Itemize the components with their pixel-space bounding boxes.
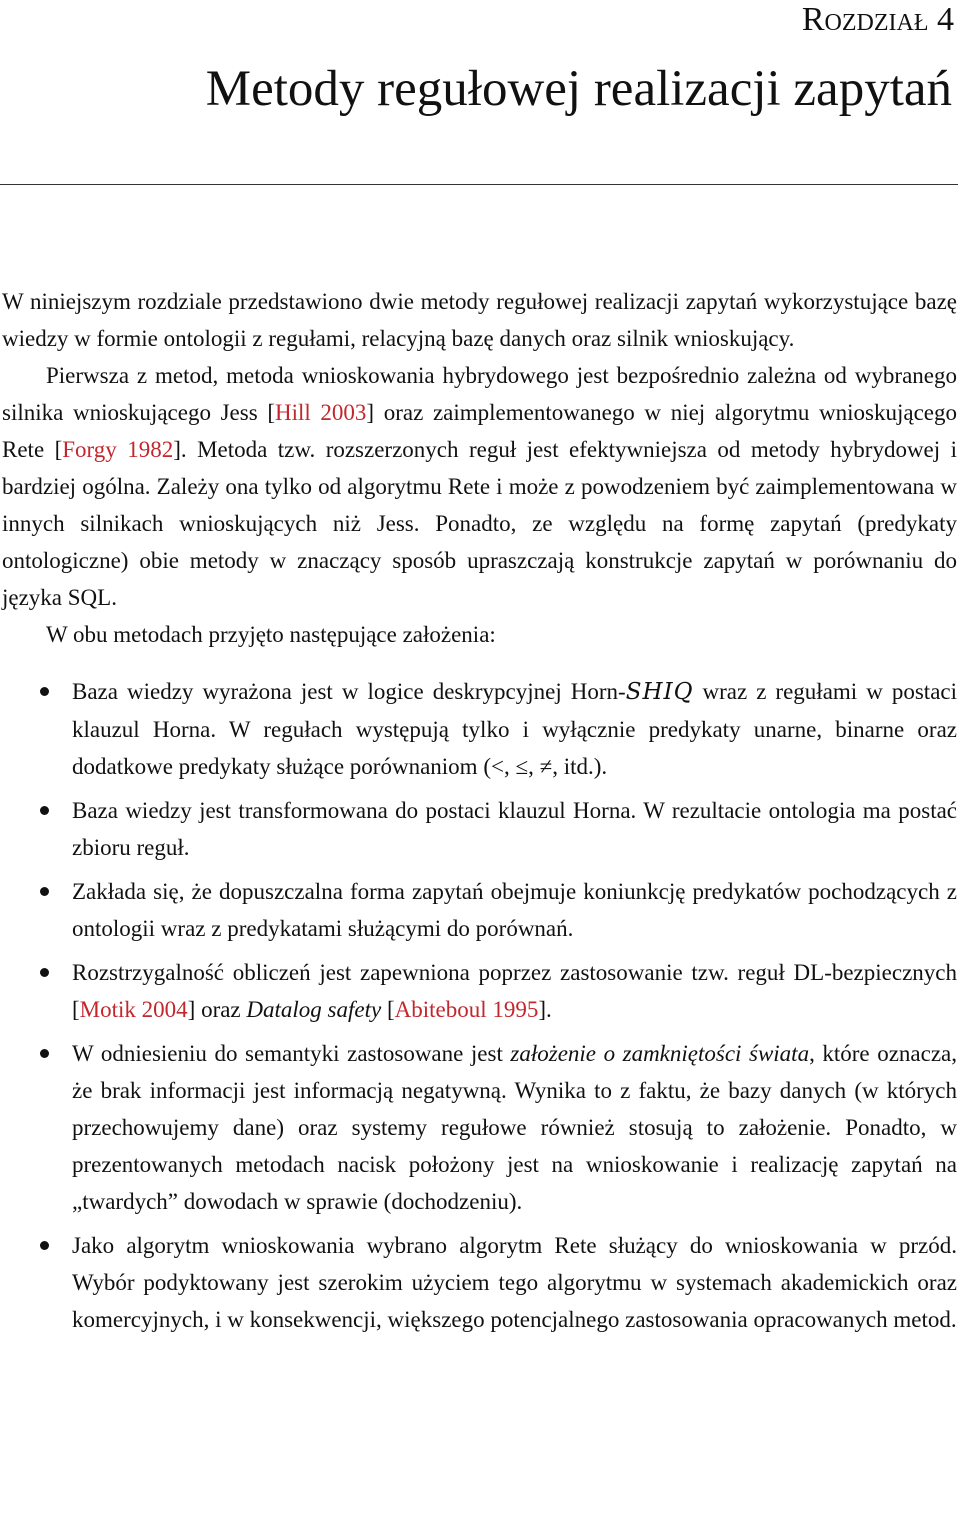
methods-text-2: ] oraz zaimplementowanego w niej algorytmu wnioskującego Rete [ xyxy=(2,400,957,462)
chapter-word: Rozdział xyxy=(801,1,929,38)
assumption-2-text: Baza wiedzy jest transformowana do postaci klauzul Horna. W rezultacie ontologia ma postać zbioru reguł. xyxy=(72,798,957,860)
assumption-3-text: Zakłada się, że dopuszczalna forma zapytań obejmuje koniunkcję predykatów pochodzących z ontologii wraz z predykatami służącymi do porównań. xyxy=(72,879,957,941)
methods-text-1: Pierwsza z metod, metoda wnioskowania hybrydowego jest bezpośrednio zależna od wybranego silnika wnioskującego Jess [ xyxy=(2,363,957,425)
citation-motik[interactable]: Motik 2004 xyxy=(79,997,188,1022)
chapter-label xyxy=(802,0,954,40)
methods-text-3: ]. Metoda tzw. rozszerzonych reguł jest efektywniejsza od metody hybrydowej i bardziej ogólna. Zależy ona tylko od algorytmu Rete i może z powodzeniem być zaimplementowana w innych silnikach wnioskujących niż Jess. Ponadto, ze względu na formę zapytań (predykaty ontologiczne) obie metody w znaczący sposób upraszczają konstrukcje zapytań w porównaniu do języka SQL. xyxy=(2,437,957,610)
assumption-4-text-d: ]. xyxy=(538,997,552,1022)
assumption-4-text-b: ] oraz xyxy=(187,997,247,1022)
list-item xyxy=(2,873,957,947)
methods-paragraph xyxy=(2,357,957,616)
closed-world-term: założenie o zamkniętości świata xyxy=(510,1041,810,1066)
logic-name: SHIQ xyxy=(625,679,694,705)
intro-paragraph: W niniejszym rozdziale przedstawiono dwie metody regułowej realizacji zapytań wykorzystujące bazę wiedzy w formie ontologii z regułami, relacyjną bazę danych oraz silnik wnioskujący. xyxy=(2,289,957,351)
title-divider xyxy=(0,184,958,185)
assumption-5-text-a: W odniesieniu do semantyki zastosowane jest xyxy=(72,1041,511,1066)
list-item xyxy=(2,1035,957,1220)
datalog-safety-term: Datalog safety xyxy=(246,997,382,1022)
citation-abiteboul[interactable]: Abiteboul 1995 xyxy=(394,997,539,1022)
assumptions-intro: W obu metodach przyjęto następujące założenia: xyxy=(46,622,496,647)
list-item xyxy=(2,792,957,866)
list-item xyxy=(2,954,957,1028)
bullet-icon xyxy=(40,687,49,696)
assumption-4-text-a: Rozstrzygalność obliczeń jest zapewniona poprzez zastosowanie tzw. reguł DL-bezpiecznych [ xyxy=(72,960,957,1022)
bullet-icon xyxy=(40,968,49,977)
chapter-number: 4 xyxy=(937,1,954,38)
assumption-6-text: Jako algorytm wnioskowania wybrano algorytm Rete służący do wnioskowania w przód. Wybór podyktowany jest szerokim użyciem tego algorytmu w systemach akademickich oraz komercyjnych, i w konsekwencji, większego potencjalnego zastosowania opracowanych metod. xyxy=(72,1233,957,1332)
assumption-1-text-a: Baza wiedzy wyrażona jest w logice deskrypcyjnej Horn- xyxy=(72,679,626,704)
list-item xyxy=(2,1227,957,1338)
bullet-icon xyxy=(40,887,49,896)
citation-hill[interactable]: Hill 2003 xyxy=(274,400,367,425)
assumption-5-text-b: , które oznacza, że brak informacji jest informacją negatywną. Wynika to z faktu, że bazy danych (w których przechowujemy dane) oraz systemy regułowe również stosują to założenie. Ponadto, w prezentowanych metodach nacisk położony jest na wnioskowanie i realizację zapytań na „twardych” dowodach w sprawie (dochodzeniu). xyxy=(72,1041,957,1214)
citation-forgy[interactable]: Forgy 1982 xyxy=(62,437,174,462)
chapter-title: Metody regułowej realizacji zapytań xyxy=(205,61,952,117)
assumption-1-text-b: wraz z regułami w postaci klauzul Horna. W regułach występują tylko i wyłącznie predykaty unarne, binarne oraz dodatkowe predykaty służące porównaniom (<, ≤, ≠, itd.). xyxy=(72,679,958,779)
body-text xyxy=(2,283,957,1345)
list-item xyxy=(2,673,957,785)
bullet-icon xyxy=(40,1241,49,1250)
bullet-icon xyxy=(40,1049,49,1058)
bullet-icon xyxy=(40,806,49,815)
assumption-4-text-c: [ xyxy=(381,997,395,1022)
assumptions-list xyxy=(2,673,957,1338)
